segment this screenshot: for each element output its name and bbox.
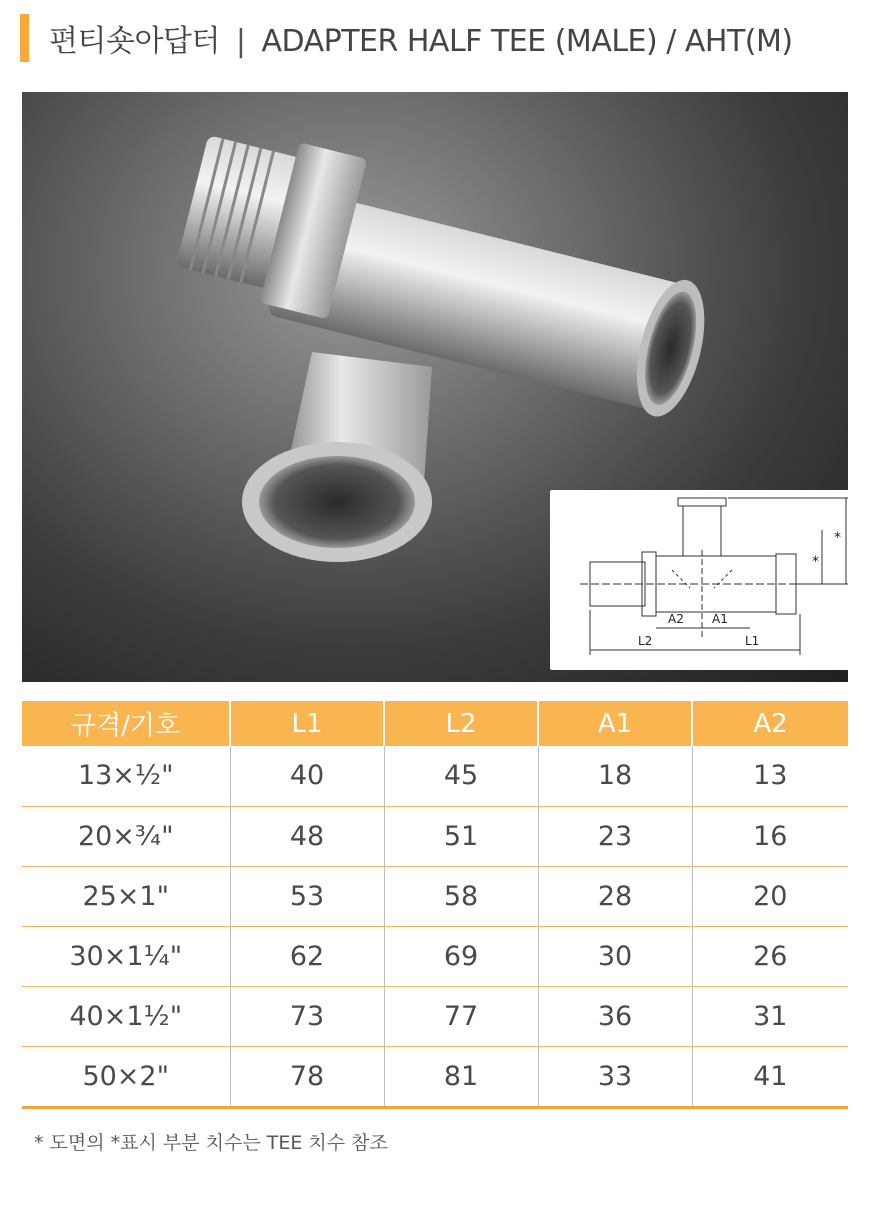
cell-l1: 62 <box>230 927 384 987</box>
header-l1: L1 <box>230 701 384 746</box>
cell-a1: 18 <box>538 746 692 806</box>
cell-size: 40×1½" <box>22 987 230 1047</box>
cell-a2: 31 <box>692 987 848 1047</box>
footnote: * 도면의 *표시 부분 치수는 TEE 치수 참조 <box>34 1132 388 1154</box>
title-english: ADAPTER HALF TEE (MALE) / AHT(M) <box>261 24 793 59</box>
table-row <box>22 987 848 1047</box>
header-a1: A1 <box>538 701 692 746</box>
cell-a1: 33 <box>538 1047 692 1107</box>
diagram-star-inner: * <box>812 554 819 570</box>
diagram-star-outer: * <box>834 530 841 546</box>
cell-a2: 13 <box>692 746 848 806</box>
product-photo <box>22 92 848 682</box>
cell-l1: 40 <box>230 746 384 806</box>
spec-table <box>22 701 848 1109</box>
branch-pipe <box>242 352 432 562</box>
table-header-row <box>22 701 848 746</box>
cell-a1: 30 <box>538 927 692 987</box>
header-l2: L2 <box>384 701 538 746</box>
dimension-diagram <box>550 490 848 670</box>
cell-l2: 81 <box>384 1047 538 1107</box>
table-row <box>22 927 848 987</box>
diagram-label-a1: A1 <box>712 612 728 626</box>
table-row <box>22 866 848 926</box>
cell-l1: 48 <box>230 806 384 866</box>
cell-size: 50×2" <box>22 1047 230 1107</box>
diagram-label-l2: L2 <box>638 634 653 648</box>
cell-a1: 36 <box>538 987 692 1047</box>
cell-size: 20×¾" <box>22 806 230 866</box>
cell-l2: 45 <box>384 746 538 806</box>
cell-a2: 16 <box>692 806 848 866</box>
header-a2: A2 <box>692 701 848 746</box>
title-korean: 편티숏아답터 <box>49 24 220 59</box>
title-accent-bar <box>20 14 29 62</box>
cell-a1: 28 <box>538 866 692 926</box>
table-row <box>22 1047 848 1107</box>
cell-l2: 58 <box>384 866 538 926</box>
page-title <box>49 16 793 60</box>
diagram-label-l1: L1 <box>745 634 760 648</box>
cell-l1: 73 <box>230 987 384 1047</box>
cell-a2: 20 <box>692 866 848 926</box>
cell-a2: 26 <box>692 927 848 987</box>
cell-l1: 78 <box>230 1047 384 1107</box>
diagram-label-a2: A2 <box>668 612 684 626</box>
cell-l1: 53 <box>230 866 384 926</box>
cell-size: 25×1" <box>22 866 230 926</box>
cell-size: 30×1¼" <box>22 927 230 987</box>
title-bar <box>20 14 860 62</box>
diagram-drawing <box>550 490 848 670</box>
title-separator: | <box>235 24 246 59</box>
cell-l2: 51 <box>384 806 538 866</box>
header-size: 규격/기호 <box>22 701 230 746</box>
table-row <box>22 806 848 866</box>
cell-a1: 23 <box>538 806 692 866</box>
table-row <box>22 746 848 806</box>
cell-size: 13×½" <box>22 746 230 806</box>
cell-a2: 41 <box>692 1047 848 1107</box>
cell-l2: 77 <box>384 987 538 1047</box>
cell-l2: 69 <box>384 927 538 987</box>
